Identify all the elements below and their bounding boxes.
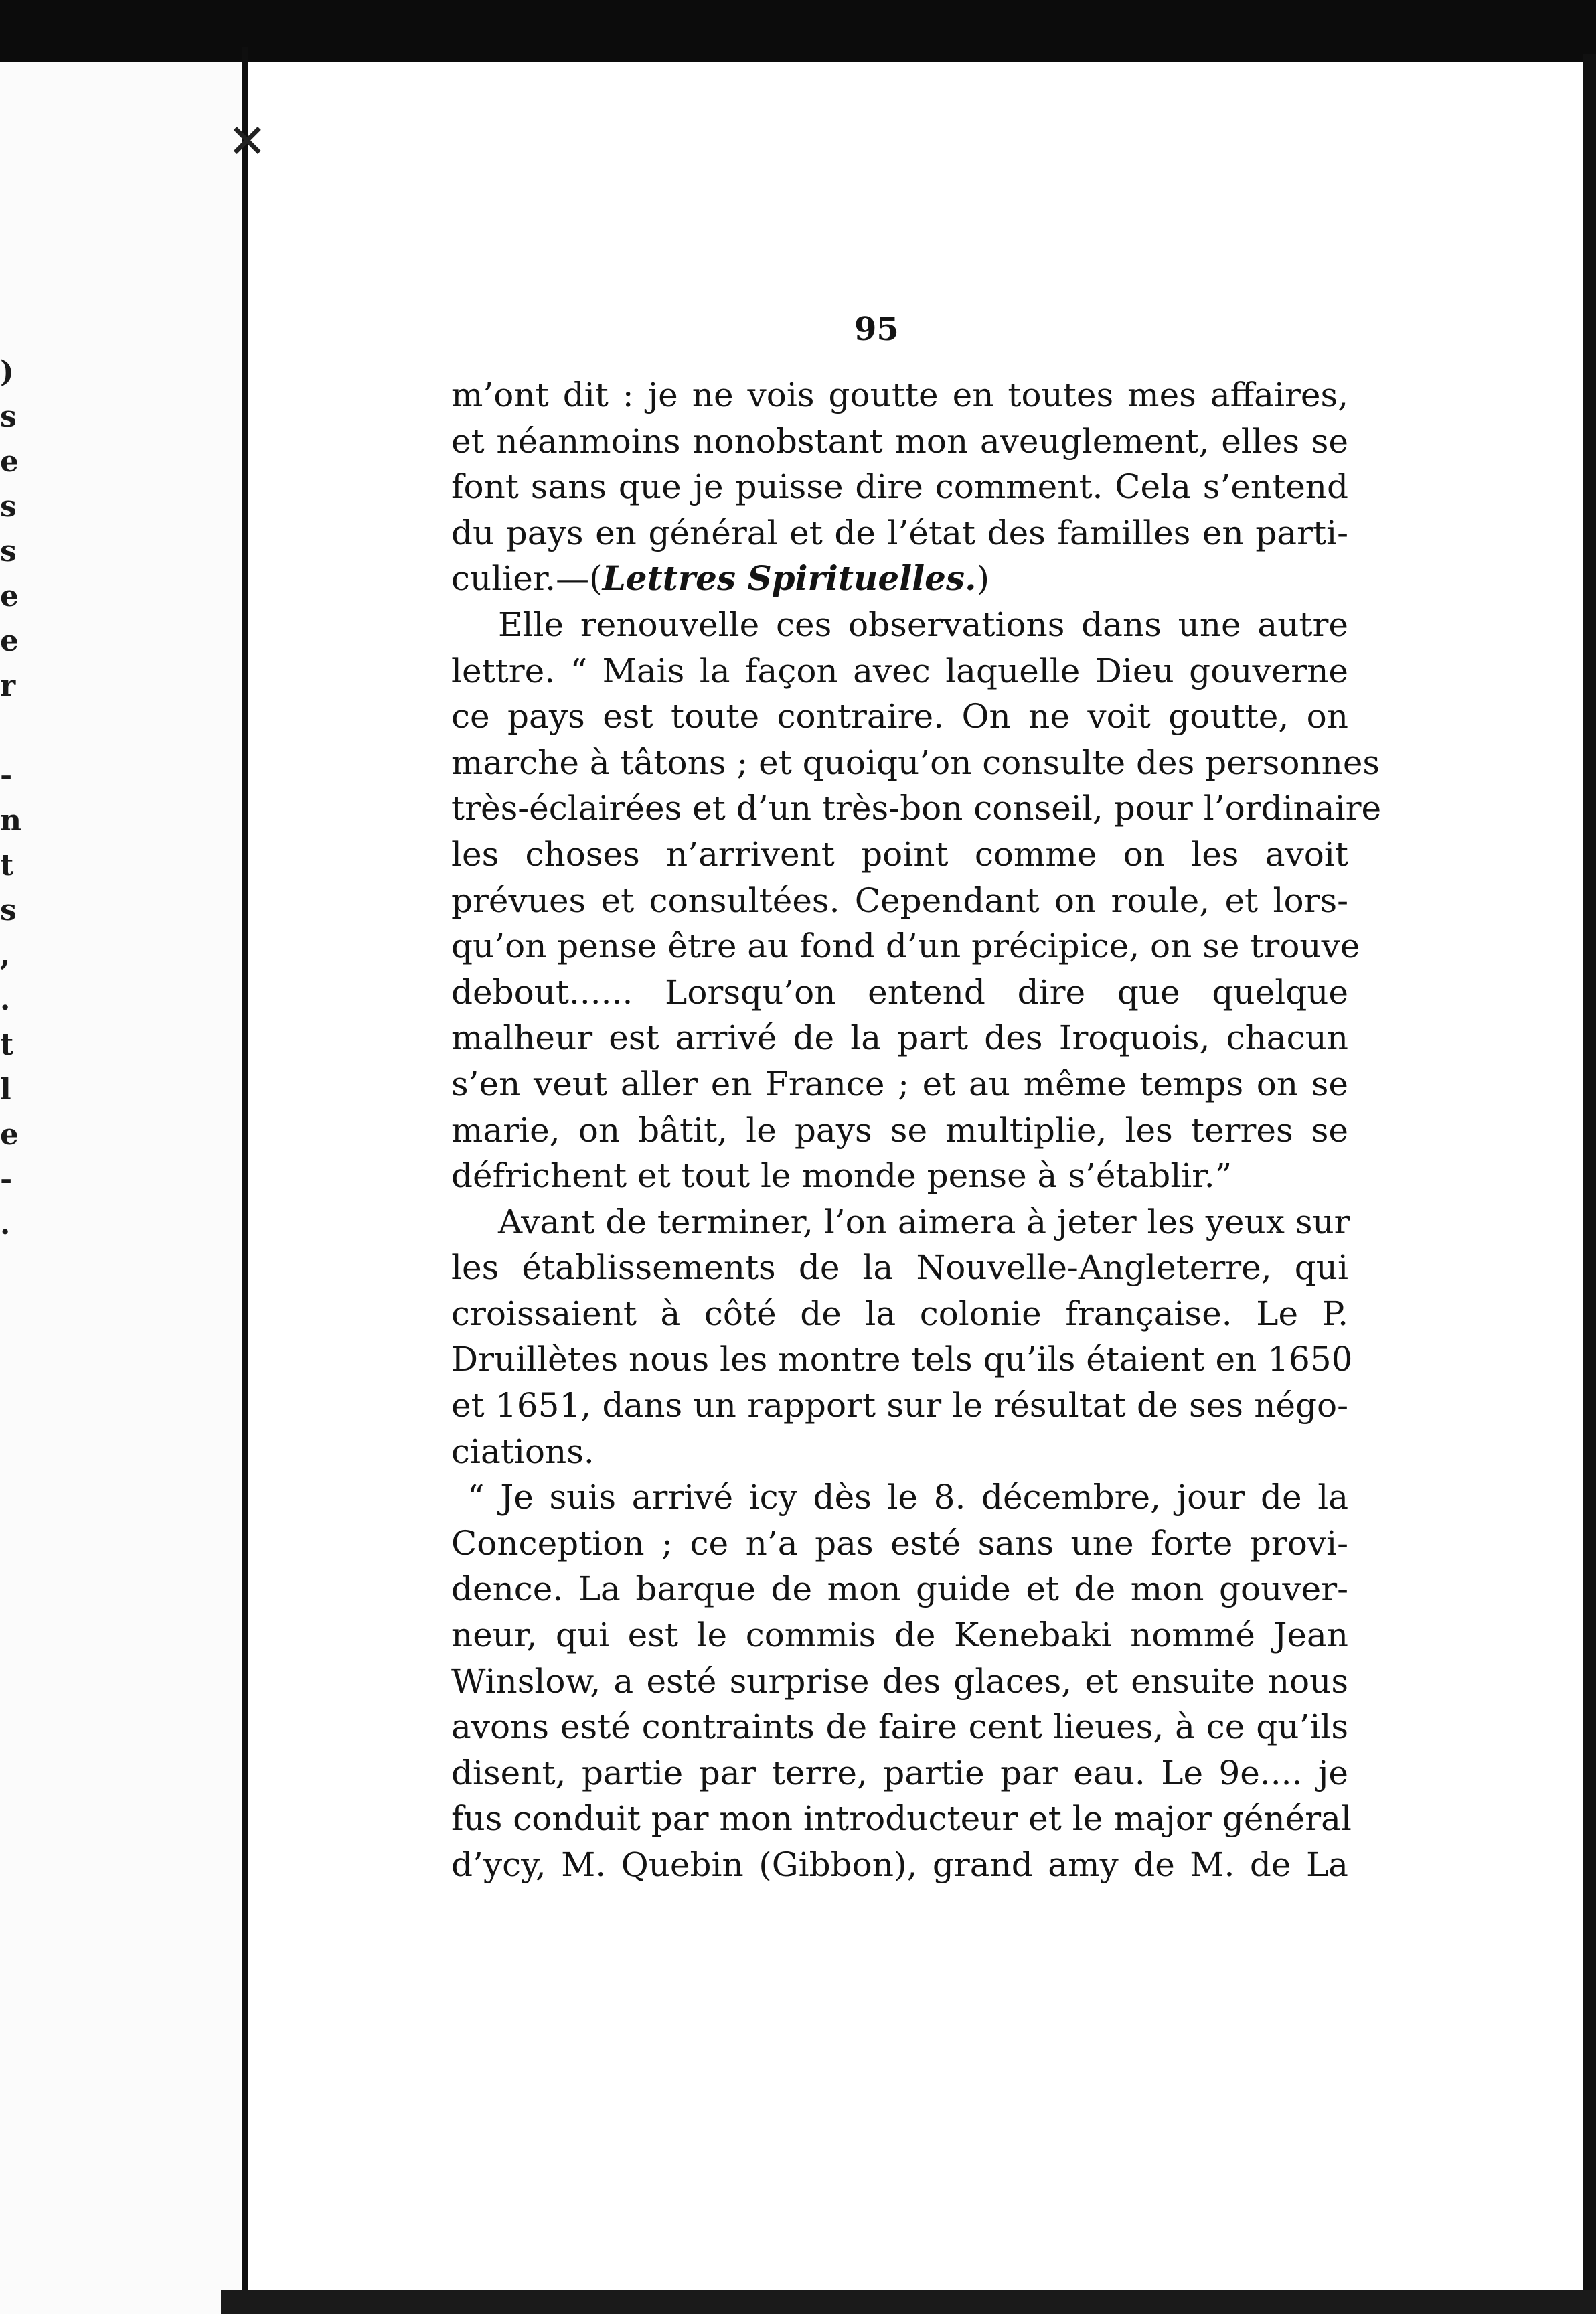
text-line: Winslow, a esté surprise des glaces, et ensuite nous xyxy=(451,1661,1348,1701)
text-line: très-éclairées et d’un très-bon conseil, pour l’ordinaire xyxy=(451,789,1382,828)
scan-bottom-border xyxy=(221,2290,1596,2314)
text-line: qu’on pense être au fond d’un précipice, on se trouve xyxy=(451,927,1360,966)
text-line: Elle renouvelle ces observations dans une autre xyxy=(498,605,1348,644)
body-text xyxy=(451,372,1382,1888)
facing-page-fragment: e xyxy=(0,445,19,479)
text-line: prévues et consultées. Cependant on roule, et lors- xyxy=(451,880,1348,920)
facing-page-text-fragments xyxy=(0,350,27,1247)
text-line: et 1651, dans un rapport sur le résultat de ses négo- xyxy=(451,1386,1348,1425)
text-line: défrichent et tout le monde pense à s’établir.” xyxy=(451,1156,1232,1196)
facing-page-fragment: t xyxy=(0,848,14,882)
text-line: Avant de terminer, l’on aimera à jeter les yeux sur xyxy=(498,1202,1350,1241)
facing-page xyxy=(0,62,241,2314)
page-number: 95 xyxy=(854,311,899,348)
text-line: ce pays est toute contraire. On ne voit goutte, on xyxy=(451,697,1348,737)
scan-top-border xyxy=(0,0,1596,62)
text-line: m’ont dit : je ne vois goutte en toutes mes affaires, xyxy=(451,376,1348,414)
text-line: culier.—(Lettres Spirituelles.) xyxy=(451,558,989,599)
text-line: les choses n’arrivent point comme on les avoit xyxy=(451,834,1348,874)
citation-title: Lettres Spirituelles. xyxy=(602,558,977,599)
facing-page-fragment: ) xyxy=(0,355,14,389)
facing-page-fragment: n xyxy=(0,803,21,838)
text-line: ciations. xyxy=(451,1432,594,1471)
facing-page-fragment: - xyxy=(0,1162,13,1197)
text-line: et néanmoins nonobstant mon aveuglement, elles se xyxy=(451,421,1348,461)
facing-page-fragment: r xyxy=(0,669,16,703)
text-line: neur, qui est le commis de Kenebaki nommé Jean xyxy=(451,1616,1348,1655)
text-line: Druillètes nous les montre tels qu’ils étaient en 1650 xyxy=(451,1340,1353,1379)
facing-page-fragment xyxy=(0,708,27,753)
text-line: lettre. “ Mais la façon avec laquelle Dieu gouverne xyxy=(451,651,1348,690)
facing-page-fragment: - xyxy=(0,759,13,793)
facing-page-fragment: e xyxy=(0,624,19,658)
text-line: debout...... Lorsqu’on entend dire que quelque xyxy=(451,972,1348,1012)
text-line: avons esté contraints de faire cent lieues, à ce qu’ils xyxy=(451,1707,1348,1747)
text-line: d’ycy, M. Quebin (Gibbon), grand amy de M. de La xyxy=(451,1845,1348,1884)
text-line: Conception ; ce n’a pas esté sans une forte provi- xyxy=(451,1523,1348,1563)
text-line: marche à tâtons ; et quoiqu’on consulte des personnes xyxy=(451,743,1380,782)
text-line: “ Je suis arrivé icy dès le 8. décembre, jour de la xyxy=(467,1478,1348,1517)
crop-mark-icon: ✕ xyxy=(228,114,267,169)
text-line: font sans que je puisse dire comment. Cela s’entend xyxy=(451,467,1348,507)
facing-page-fragment: . xyxy=(0,1207,11,1241)
text-line: malheur est arrivé de la part des Iroquois, chacun xyxy=(451,1018,1348,1058)
text-line: fus conduit par mon introducteur et le major général xyxy=(451,1799,1352,1839)
text-line: croissaient à côté de la colonie française. Le P. xyxy=(451,1294,1348,1333)
text-line: du pays en général et de l’état des familles en parti- xyxy=(451,513,1348,552)
facing-page-fragment: e xyxy=(0,579,19,613)
text-line: dence. La barque de mon guide et de mon gouver- xyxy=(451,1569,1348,1609)
facing-page-fragment: . xyxy=(0,983,11,1017)
facing-page-fragment: l xyxy=(0,1073,11,1107)
text-line: s’en veut aller en France ; et au même temps on se xyxy=(451,1064,1348,1103)
facing-page-fragment: , xyxy=(0,938,11,972)
text-line: disent, partie par terre, partie par eau. Le 9e.... je xyxy=(451,1753,1348,1792)
facing-page-fragment: s xyxy=(0,534,17,568)
facing-page-fragment: s xyxy=(0,893,17,927)
facing-page-fragment: s xyxy=(0,400,17,434)
text-line: les établissements de la Nouvelle-Angleterre, qui xyxy=(451,1248,1348,1288)
facing-page-fragment: e xyxy=(0,1117,19,1152)
page-gutter-line xyxy=(242,47,248,2314)
facing-page-fragment: s xyxy=(0,489,17,524)
facing-page-fragment: t xyxy=(0,1028,14,1062)
scan-right-border xyxy=(1583,54,1596,2314)
text-line: marie, on bâtit, le pays se multiplie, les terres se xyxy=(451,1110,1348,1150)
